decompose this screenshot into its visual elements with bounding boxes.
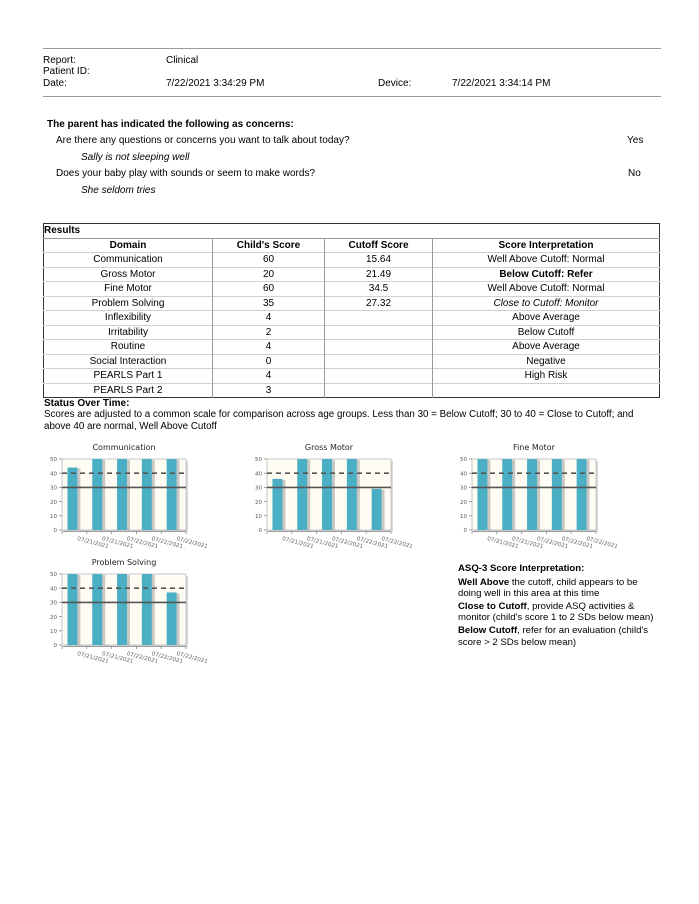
legend-text: , provide ASQ activities & monitor (child's score 1 to 2 SDs below mean) — [458, 600, 654, 624]
chart-svg — [30, 555, 230, 675]
status-heading: Status Over Time: — [44, 398, 130, 409]
bar — [67, 468, 77, 530]
bar — [117, 574, 127, 645]
cell-domain: Gross Motor — [44, 267, 213, 282]
results-title: Results — [44, 224, 660, 239]
results-row — [44, 369, 660, 384]
bar — [347, 459, 357, 530]
cell-childs-score: 60 — [213, 282, 325, 297]
status-text-line1: Scores are adjusted to a common scale for comparison across age groups. Less than 30 = Below Cutoff; 30 to 40 = Close to Cutoff; and — [44, 409, 634, 420]
device-label: Device: — [378, 78, 412, 89]
chart-svg — [235, 440, 435, 560]
y-tick-label: 0 — [258, 528, 262, 535]
cell-cutoff-score: 21.49 — [325, 267, 433, 282]
cell-score-interpretation: Below Cutoff: Refer — [433, 267, 660, 282]
cell-domain: Inflexibility — [44, 311, 213, 326]
patient-id-label: Patient ID: — [43, 66, 90, 77]
cell-cutoff-score: 34.5 — [325, 282, 433, 297]
legend-term: Well Above — [458, 576, 510, 588]
y-tick-label: 30 — [460, 485, 467, 492]
concern-answer: Yes — [627, 135, 644, 146]
y-tick-label: 0 — [53, 643, 57, 650]
y-tick-label: 40 — [50, 586, 57, 593]
cell-score-interpretation: Close to Cutoff: Monitor — [433, 296, 660, 311]
bar — [477, 459, 487, 530]
y-tick-label: 30 — [50, 600, 57, 607]
status-text-line2: above 40 are normal, Well Above Cutoff — [44, 421, 217, 432]
chart-title: Communication — [92, 443, 156, 452]
x-tick-label: 07/21/2021 — [306, 536, 339, 551]
chart-title: Problem Solving — [91, 558, 157, 567]
bar — [372, 489, 382, 530]
concern-question: Are there any questions or concerns you want to talk about today? — [56, 135, 350, 146]
legend-text: the cutoff, child appears to be doing well in this area at this time — [458, 576, 638, 600]
y-tick-label: 40 — [460, 471, 467, 478]
x-tick-label: 07/22/2021 — [355, 536, 389, 551]
report-value: Clinical — [166, 55, 199, 66]
results-row — [44, 253, 660, 268]
concern-comment: She seldom tries — [81, 185, 156, 196]
results-row — [44, 296, 660, 311]
x-tick-label: 07/22/2021 — [585, 536, 619, 551]
bar — [552, 459, 562, 530]
cell-cutoff-score — [325, 311, 433, 326]
x-tick-label: 07/21/2021 — [101, 536, 134, 551]
col-header-score-interpretation: Score Interpretation — [433, 238, 660, 253]
device-value: 7/22/2021 3:34:14 PM — [452, 78, 551, 89]
y-tick-label: 20 — [50, 614, 57, 621]
y-tick-label: 10 — [50, 514, 57, 520]
cell-childs-score: 4 — [213, 311, 325, 326]
cell-score-interpretation: Negative — [433, 354, 660, 369]
header-top-rule — [43, 48, 661, 49]
x-tick-label: 07/22/2021 — [150, 651, 184, 666]
y-tick-label: 10 — [50, 629, 57, 635]
cell-score-interpretation: Above Average — [433, 311, 660, 326]
cell-cutoff-score — [325, 354, 433, 369]
x-tick-label: 07/21/2021 — [281, 536, 315, 551]
x-tick-label: 07/22/2021 — [150, 536, 184, 551]
legend-text: , refer for an evaluation (child's score > 2 SDs below mean) — [458, 624, 649, 648]
results-header-row — [44, 238, 660, 253]
legend-term: Close to Cutoff — [458, 600, 527, 612]
results-row — [44, 325, 660, 340]
concern-comment: Sally is not sleeping well — [81, 152, 190, 163]
date-label: Date: — [43, 78, 67, 89]
bar — [297, 459, 307, 530]
cell-cutoff-score: 27.32 — [325, 296, 433, 311]
report-label: Report: — [43, 55, 76, 66]
x-tick-label: 07/22/2021 — [125, 651, 159, 666]
cell-childs-score: 4 — [213, 369, 325, 384]
cell-score-interpretation — [433, 383, 660, 398]
results-row — [44, 340, 660, 355]
y-tick-label: 50 — [50, 572, 57, 579]
y-tick-label: 40 — [255, 471, 262, 478]
y-tick-label: 0 — [463, 528, 467, 535]
cell-childs-score: 20 — [213, 267, 325, 282]
x-tick-label: 07/21/2021 — [486, 536, 520, 551]
bar — [92, 574, 102, 645]
y-tick-label: 10 — [255, 514, 262, 520]
cell-domain: Communication — [44, 253, 213, 268]
cell-childs-score: 2 — [213, 325, 325, 340]
cell-domain: Irritability — [44, 325, 213, 340]
y-tick-label: 10 — [460, 514, 467, 520]
x-tick-label: 07/22/2021 — [535, 536, 569, 551]
bar — [322, 459, 332, 530]
results-row — [44, 311, 660, 326]
results-row — [44, 282, 660, 297]
cell-cutoff-score — [325, 369, 433, 384]
cell-score-interpretation: Below Cutoff — [433, 325, 660, 340]
legend-item — [458, 625, 663, 648]
y-tick-label: 40 — [50, 471, 57, 478]
concern-answer: No — [628, 168, 641, 179]
cell-score-interpretation: Above Average — [433, 340, 660, 355]
bar — [577, 459, 587, 530]
x-tick-label: 07/22/2021 — [125, 536, 159, 551]
bar — [167, 592, 177, 645]
results-row — [44, 354, 660, 369]
chart-title: Gross Motor — [304, 443, 354, 452]
cell-cutoff-score: 15.64 — [325, 253, 433, 268]
header-bottom-rule — [43, 96, 661, 97]
y-tick-label: 50 — [50, 457, 57, 464]
concerns-heading: The parent has indicated the following as concerns: — [47, 119, 294, 130]
legend-item — [458, 601, 663, 624]
x-tick-label: 07/21/2021 — [76, 536, 110, 551]
cell-score-interpretation: Well Above Cutoff: Normal — [433, 282, 660, 297]
y-tick-label: 30 — [50, 485, 57, 492]
cell-childs-score: 0 — [213, 354, 325, 369]
results-table — [43, 223, 660, 398]
legend-heading: ASQ-3 Score Interpretation: — [458, 563, 585, 574]
y-tick-label: 20 — [255, 499, 262, 506]
col-header-childs-score: Child's Score — [213, 238, 325, 253]
cell-domain: PEARLS Part 1 — [44, 369, 213, 384]
legend-item — [458, 577, 663, 600]
chart-fine-motor — [440, 440, 640, 560]
y-tick-label: 30 — [255, 485, 262, 492]
chart-problem-solving — [30, 555, 230, 675]
cell-childs-score: 4 — [213, 340, 325, 355]
concern-question: Does your baby play with sounds or seem to make words? — [56, 168, 316, 179]
x-tick-label: 07/21/2021 — [101, 651, 134, 666]
chart-svg — [440, 440, 640, 560]
col-header-domain: Domain — [109, 239, 147, 251]
cell-cutoff-score — [325, 340, 433, 355]
chart-title: Fine Motor — [513, 443, 555, 452]
score-interpretation-legend — [458, 563, 663, 649]
bar — [92, 459, 102, 530]
results-body — [44, 253, 660, 398]
x-tick-label: 07/22/2021 — [560, 536, 594, 551]
date-value: 7/22/2021 3:34:29 PM — [166, 78, 265, 89]
x-tick-label: 07/21/2021 — [76, 651, 110, 666]
cell-domain: Social Interaction — [44, 354, 213, 369]
bar — [117, 459, 127, 530]
bar — [502, 459, 512, 530]
bar — [67, 574, 77, 645]
y-tick-label: 50 — [255, 457, 262, 464]
chart-svg — [30, 440, 230, 560]
chart-gross-motor — [235, 440, 435, 560]
bar — [272, 479, 282, 530]
cell-score-interpretation: High Risk — [433, 369, 660, 384]
cell-domain: Problem Solving — [44, 296, 213, 311]
cell-childs-score: 3 — [213, 383, 325, 398]
col-header-cutoff-score: Cutoff Score — [325, 238, 433, 253]
results-row — [44, 383, 660, 398]
y-tick-label: 20 — [50, 499, 57, 506]
chart-communication — [30, 440, 230, 560]
cell-childs-score: 60 — [213, 253, 325, 268]
results-row — [44, 267, 660, 282]
cell-score-interpretation: Well Above Cutoff: Normal — [433, 253, 660, 268]
y-tick-label: 0 — [53, 528, 57, 535]
x-tick-label: 07/22/2021 — [175, 536, 209, 551]
cell-domain: PEARLS Part 2 — [44, 383, 213, 398]
x-tick-label: 07/22/2021 — [380, 536, 414, 551]
bar — [527, 459, 537, 530]
legend-term: Below Cutoff — [458, 624, 518, 636]
y-tick-label: 20 — [460, 499, 467, 506]
cell-domain: Routine — [44, 340, 213, 355]
x-tick-label: 07/22/2021 — [175, 651, 209, 666]
cell-cutoff-score — [325, 383, 433, 398]
bar — [167, 459, 177, 530]
bar — [142, 459, 152, 530]
cell-childs-score: 35 — [213, 296, 325, 311]
y-tick-label: 50 — [460, 457, 467, 464]
cell-domain: Fine Motor — [44, 282, 213, 297]
cell-cutoff-score — [325, 325, 433, 340]
bar — [142, 574, 152, 645]
x-tick-label: 07/22/2021 — [330, 536, 364, 551]
x-tick-label: 07/21/2021 — [511, 536, 544, 551]
